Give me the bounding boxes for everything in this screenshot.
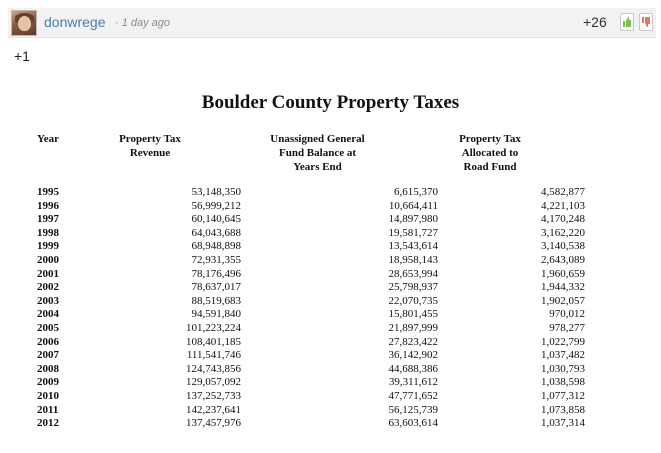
- cell-road-fund: 978,277: [549, 321, 585, 334]
- cell-revenue: 78,637,017: [191, 281, 241, 294]
- header-revenue: [100, 132, 200, 160]
- cell-year: 2008: [37, 362, 59, 375]
- cell-revenue: 101,223,224: [186, 321, 241, 334]
- cell-fund-balance: 44,688,386: [388, 362, 438, 375]
- header-road-line-1: Property Tax: [459, 133, 521, 145]
- cell-fund-balance: 15,801,455: [388, 308, 438, 321]
- table-row: [37, 281, 585, 295]
- downvote-button[interactable]: [639, 13, 653, 31]
- thumbs-down-icon: [641, 16, 651, 28]
- username-link[interactable]: donwrege: [44, 14, 106, 30]
- cell-year: 2005: [37, 321, 59, 334]
- cell-revenue: 64,043,688: [191, 226, 241, 239]
- table-row: [37, 227, 585, 241]
- table-row: [37, 295, 585, 309]
- cell-year: 2006: [37, 335, 59, 348]
- cell-fund-balance: 28,653,994: [388, 267, 438, 280]
- cell-year: 2011: [37, 403, 59, 416]
- cell-fund-balance: 6,615,370: [394, 186, 438, 198]
- table-row: [37, 268, 585, 282]
- tax-table-body: [37, 186, 585, 431]
- cell-fund-balance: 56,125,739: [388, 403, 438, 416]
- cell-road-fund: 1,038,598: [541, 376, 585, 389]
- header-revenue-line-1: Property Tax: [119, 133, 181, 145]
- cell-road-fund: 4,582,877: [541, 186, 585, 198]
- table-row: [37, 322, 585, 336]
- cell-revenue: 137,252,733: [186, 389, 241, 402]
- header-road-line-3: Road Fund: [463, 161, 517, 173]
- cell-road-fund: 970,012: [549, 308, 585, 321]
- comment-body: +1: [14, 48, 30, 64]
- document-title: Boulder County Property Taxes: [201, 92, 460, 113]
- cell-road-fund: 1,037,482: [541, 349, 585, 362]
- table-row: [37, 186, 585, 200]
- cell-road-fund: 1,022,799: [541, 335, 585, 348]
- cell-revenue: 60,140,645: [191, 213, 241, 226]
- cell-revenue: 124,743,856: [186, 362, 241, 375]
- cell-revenue: 108,401,185: [186, 335, 241, 348]
- cell-road-fund: 1,030,793: [541, 362, 585, 375]
- cell-fund-balance: 19,581,727: [388, 226, 438, 239]
- cell-fund-balance: 13,543,614: [388, 240, 438, 253]
- cell-year: 1997: [37, 213, 59, 226]
- cell-fund-balance: 63,603,614: [388, 417, 438, 430]
- table-row: [37, 417, 585, 431]
- cell-revenue: 142,237,641: [186, 403, 241, 416]
- table-row: [37, 240, 585, 254]
- cell-year: 2000: [37, 253, 59, 266]
- cell-fund-balance: 21,897,999: [388, 321, 438, 334]
- cell-revenue: 94,591,840: [191, 308, 241, 321]
- header-road-line-2: Allocated to: [461, 147, 519, 159]
- header-year-line: Year: [37, 133, 59, 145]
- cell-road-fund: 1,077,312: [541, 389, 585, 402]
- cell-revenue: 56,999,212: [191, 199, 241, 212]
- header-fund-line-3: Years End: [293, 161, 342, 173]
- header-road-fund: [440, 132, 540, 174]
- table-row: [37, 336, 585, 350]
- cell-year: 1999: [37, 240, 59, 253]
- comment-header: [8, 8, 656, 38]
- table-row: [37, 404, 585, 418]
- comment-score: +26: [583, 14, 607, 30]
- cell-revenue: 53,148,350: [191, 186, 241, 198]
- cell-year: 2009: [37, 376, 59, 389]
- cell-revenue: 78,176,496: [191, 267, 241, 280]
- cell-fund-balance: 18,958,143: [388, 253, 438, 266]
- cell-fund-balance: 22,070,735: [388, 294, 438, 307]
- cell-road-fund: 3,140,538: [541, 240, 585, 253]
- table-row: [37, 254, 585, 268]
- cell-revenue: 88,519,683: [191, 294, 241, 307]
- cell-fund-balance: 36,142,902: [388, 349, 438, 362]
- cell-fund-balance: 14,897,980: [388, 213, 438, 226]
- cell-road-fund: 4,170,248: [541, 213, 585, 226]
- tax-data-table: [37, 186, 585, 431]
- upvote-button[interactable]: [620, 13, 634, 31]
- cell-year: 1996: [37, 199, 59, 212]
- cell-road-fund: 1,037,314: [541, 417, 585, 430]
- cell-year: 2012: [37, 417, 59, 430]
- cell-road-fund: 1,073,858: [541, 403, 585, 416]
- cell-fund-balance: 39,311,612: [388, 376, 438, 389]
- cell-fund-balance: 27,823,422: [388, 335, 438, 348]
- cell-year: 1995: [37, 186, 59, 198]
- table-row: [37, 308, 585, 322]
- cell-road-fund: 1,902,057: [541, 294, 585, 307]
- cell-fund-balance: 47,771,652: [388, 389, 438, 402]
- cell-road-fund: 1,944,332: [541, 281, 585, 294]
- cell-road-fund: 4,221,103: [541, 199, 585, 212]
- table-row: [37, 213, 585, 227]
- cell-road-fund: 1,960,659: [541, 267, 585, 280]
- cell-year: 2004: [37, 308, 59, 321]
- cell-year: 2003: [37, 294, 59, 307]
- comment-timestamp: · 1 day ago: [115, 17, 171, 29]
- header-revenue-line-2: Revenue: [129, 147, 171, 159]
- cell-year: 1998: [37, 226, 59, 239]
- thumbs-up-icon: [622, 16, 632, 28]
- cell-fund-balance: 10,664,411: [388, 199, 438, 212]
- cell-year: 2010: [37, 389, 59, 402]
- avatar-face: [18, 16, 31, 31]
- cell-road-fund: 2,643,089: [541, 253, 585, 266]
- header-fund-line-1: Unassigned General: [270, 133, 365, 145]
- header-fund-balance: [250, 132, 385, 174]
- cell-year: 2007: [37, 349, 59, 362]
- header-year: [37, 132, 59, 146]
- cell-revenue: 72,931,355: [191, 253, 241, 266]
- cell-year: 2001: [37, 267, 59, 280]
- table-row: [37, 390, 585, 404]
- cell-revenue: 129,057,092: [186, 376, 241, 389]
- table-row: [37, 363, 585, 377]
- table-row: [37, 349, 585, 363]
- cell-fund-balance: 25,798,937: [388, 281, 438, 294]
- user-avatar[interactable]: [11, 10, 37, 36]
- cell-year: 2002: [37, 281, 59, 294]
- cell-revenue: 137,457,976: [186, 417, 241, 430]
- table-row: [37, 200, 585, 214]
- cell-revenue: 111,541,746: [186, 349, 241, 362]
- table-row: [37, 376, 585, 390]
- cell-revenue: 68,948,898: [191, 240, 241, 253]
- cell-road-fund: 3,162,220: [541, 226, 585, 239]
- header-fund-line-2: Fund Balance at: [278, 147, 356, 159]
